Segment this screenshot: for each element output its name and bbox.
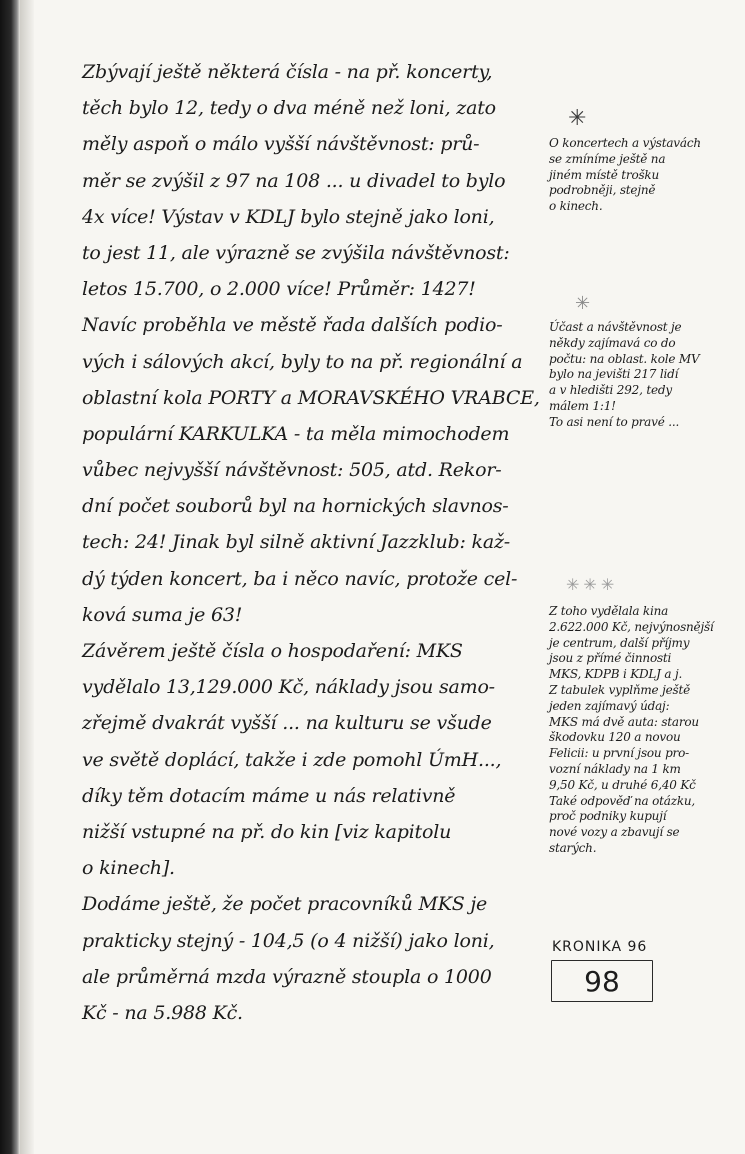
page-number-box [551,960,653,1002]
note-line: jiném místě trošku [549,167,660,182]
main-text-line: těch bylo 12, tedy o dva méně než loni, zato [82,97,496,120]
main-text-line: měly aspoň o málo vyšší návštěvnost: prů- [82,133,480,156]
note-line: málem 1:1! [549,398,616,413]
main-text-line: prakticky stejný - 104,5 (o 4 nižší) jako loni, [82,929,495,952]
note-line: Z toho vydělala kina [549,604,669,618]
main-text-line: o kinech]. [82,857,175,880]
main-text-line: vých i sálových akcí, byly to na př. regionální a [82,350,523,373]
note-line: Felicii: u první jsou pro- [549,746,689,761]
main-text-line: letos 15.700, o 2.000 více! Průměr: 1427! [82,278,476,301]
note-line: MKS, KDPB i KDLJ a j. [549,667,683,682]
note-line: jeden zajímavý údaj: [549,698,670,713]
asterisk-mark-icon: ✳ [575,293,591,314]
main-text-line: Zbývají ještě některá čísla - na př. koncerty, [82,61,493,83]
main-text-line: ale průměrná mzda výrazně stoupla o 1000 [82,965,492,988]
main-text-block [82,54,540,1031]
main-text-line: vydělalo 13,129.000 Kč, náklady jsou samo- [82,676,495,699]
page-number: 98 [584,964,620,998]
main-text-line: Závěrem ještě čísla o hospodaření: MKS [82,640,463,662]
main-text-line: dý týden koncert, ba i něco navíc, protože cel- [82,567,518,590]
main-text-line: Navíc proběhla ve městě řada dalších podio- [82,314,503,337]
main-text-line: 4x více! Výstav v KDLJ bylo stejně jako loni, [82,205,495,228]
main-text-line: dní počet souborů byl na hornických slavnos- [82,495,509,518]
main-text-line: populární KARKULKA - ta měla mimochodem [82,422,510,445]
main-text-line: zřejmě dvakrát vyšší ... na kulturu se všude [82,712,492,735]
note-line: O koncertech a výstavách [549,136,701,150]
margin-note-attendance [549,320,739,431]
note-line: Z tabulek vyplňme ještě [549,682,690,697]
main-text-line: to jest 11, ale výrazně se zvýšila návštěvnost: [82,241,510,264]
note-line: nové vozy a zbavují se [549,825,680,840]
note-line: někdy zajímavá co do [549,335,676,350]
book-binding [0,0,20,1154]
main-text-line: Dodáme ještě, že počet pracovníků MKS je [82,893,488,916]
main-text-line: tech: 24! Jinak byl silně aktivní Jazzklub: kaž- [82,531,511,554]
main-text-line: oblastní kola PORTY a MORAVSKÉHO VRABCE, [82,386,540,409]
triple-asterisk-mark-icon: ✳✳✳ [566,575,619,594]
main-text-line: měr se zvýšil z 97 na 108 ... u divadel to bylo [82,169,506,192]
note-line: Také odpověď na otázku, [549,793,696,808]
note-line: o kinech. [549,199,603,214]
main-text-line: díky těm dotacím máme u nás relativně [82,784,456,807]
note-line: proč podniky kupují [549,809,667,824]
main-text-line: ková suma je 63! [82,603,243,626]
note-line: škodovku 120 a novou [549,730,681,745]
note-line: 9,50 Kč, u druhé 6,40 Kč [549,777,696,792]
page-edge-shadow [20,0,34,1154]
main-text-line: Kč - na 5.988 Kč. [82,1001,243,1024]
main-text-line: nižší vstupné na př. do kin [viz kapitolu [82,820,452,843]
note-line: bylo na jevišti 217 lidí [549,367,679,382]
note-line: počtu: na oblast. kole MV [549,351,700,366]
note-line: se zmíníme ještě na [549,151,666,166]
note-line: je centrum, další příjmy [549,635,690,650]
note-line: a v hledišti 292, tedy [549,383,672,398]
chronicle-label: KRONIKA 96 [552,939,648,955]
note-line: jsou z přímé činnosti [549,651,672,666]
note-line: podrobněji, stejně [549,183,656,198]
margin-note-finances [549,604,739,857]
note-line: Účast a návštěvnost je [549,320,682,334]
note-line: starých. [549,840,597,855]
asterisk-mark-icon: ✳ [568,106,587,131]
main-text-line: vůbec nejvyšší návštěvnost: 505, atd. Rekor- [82,459,502,482]
note-line: To asi není to pravé ... [549,414,680,429]
note-line: vozní náklady na 1 km [549,761,681,776]
note-line: 2.622.000 Kč, nejvýnosnější [549,619,714,634]
note-line: MKS má dvě auta: starou [549,714,699,729]
margin-note-concerts [549,136,739,215]
main-text-line: ve světě doplácí, takže i zde pomohl ÚmH..., [82,748,502,771]
